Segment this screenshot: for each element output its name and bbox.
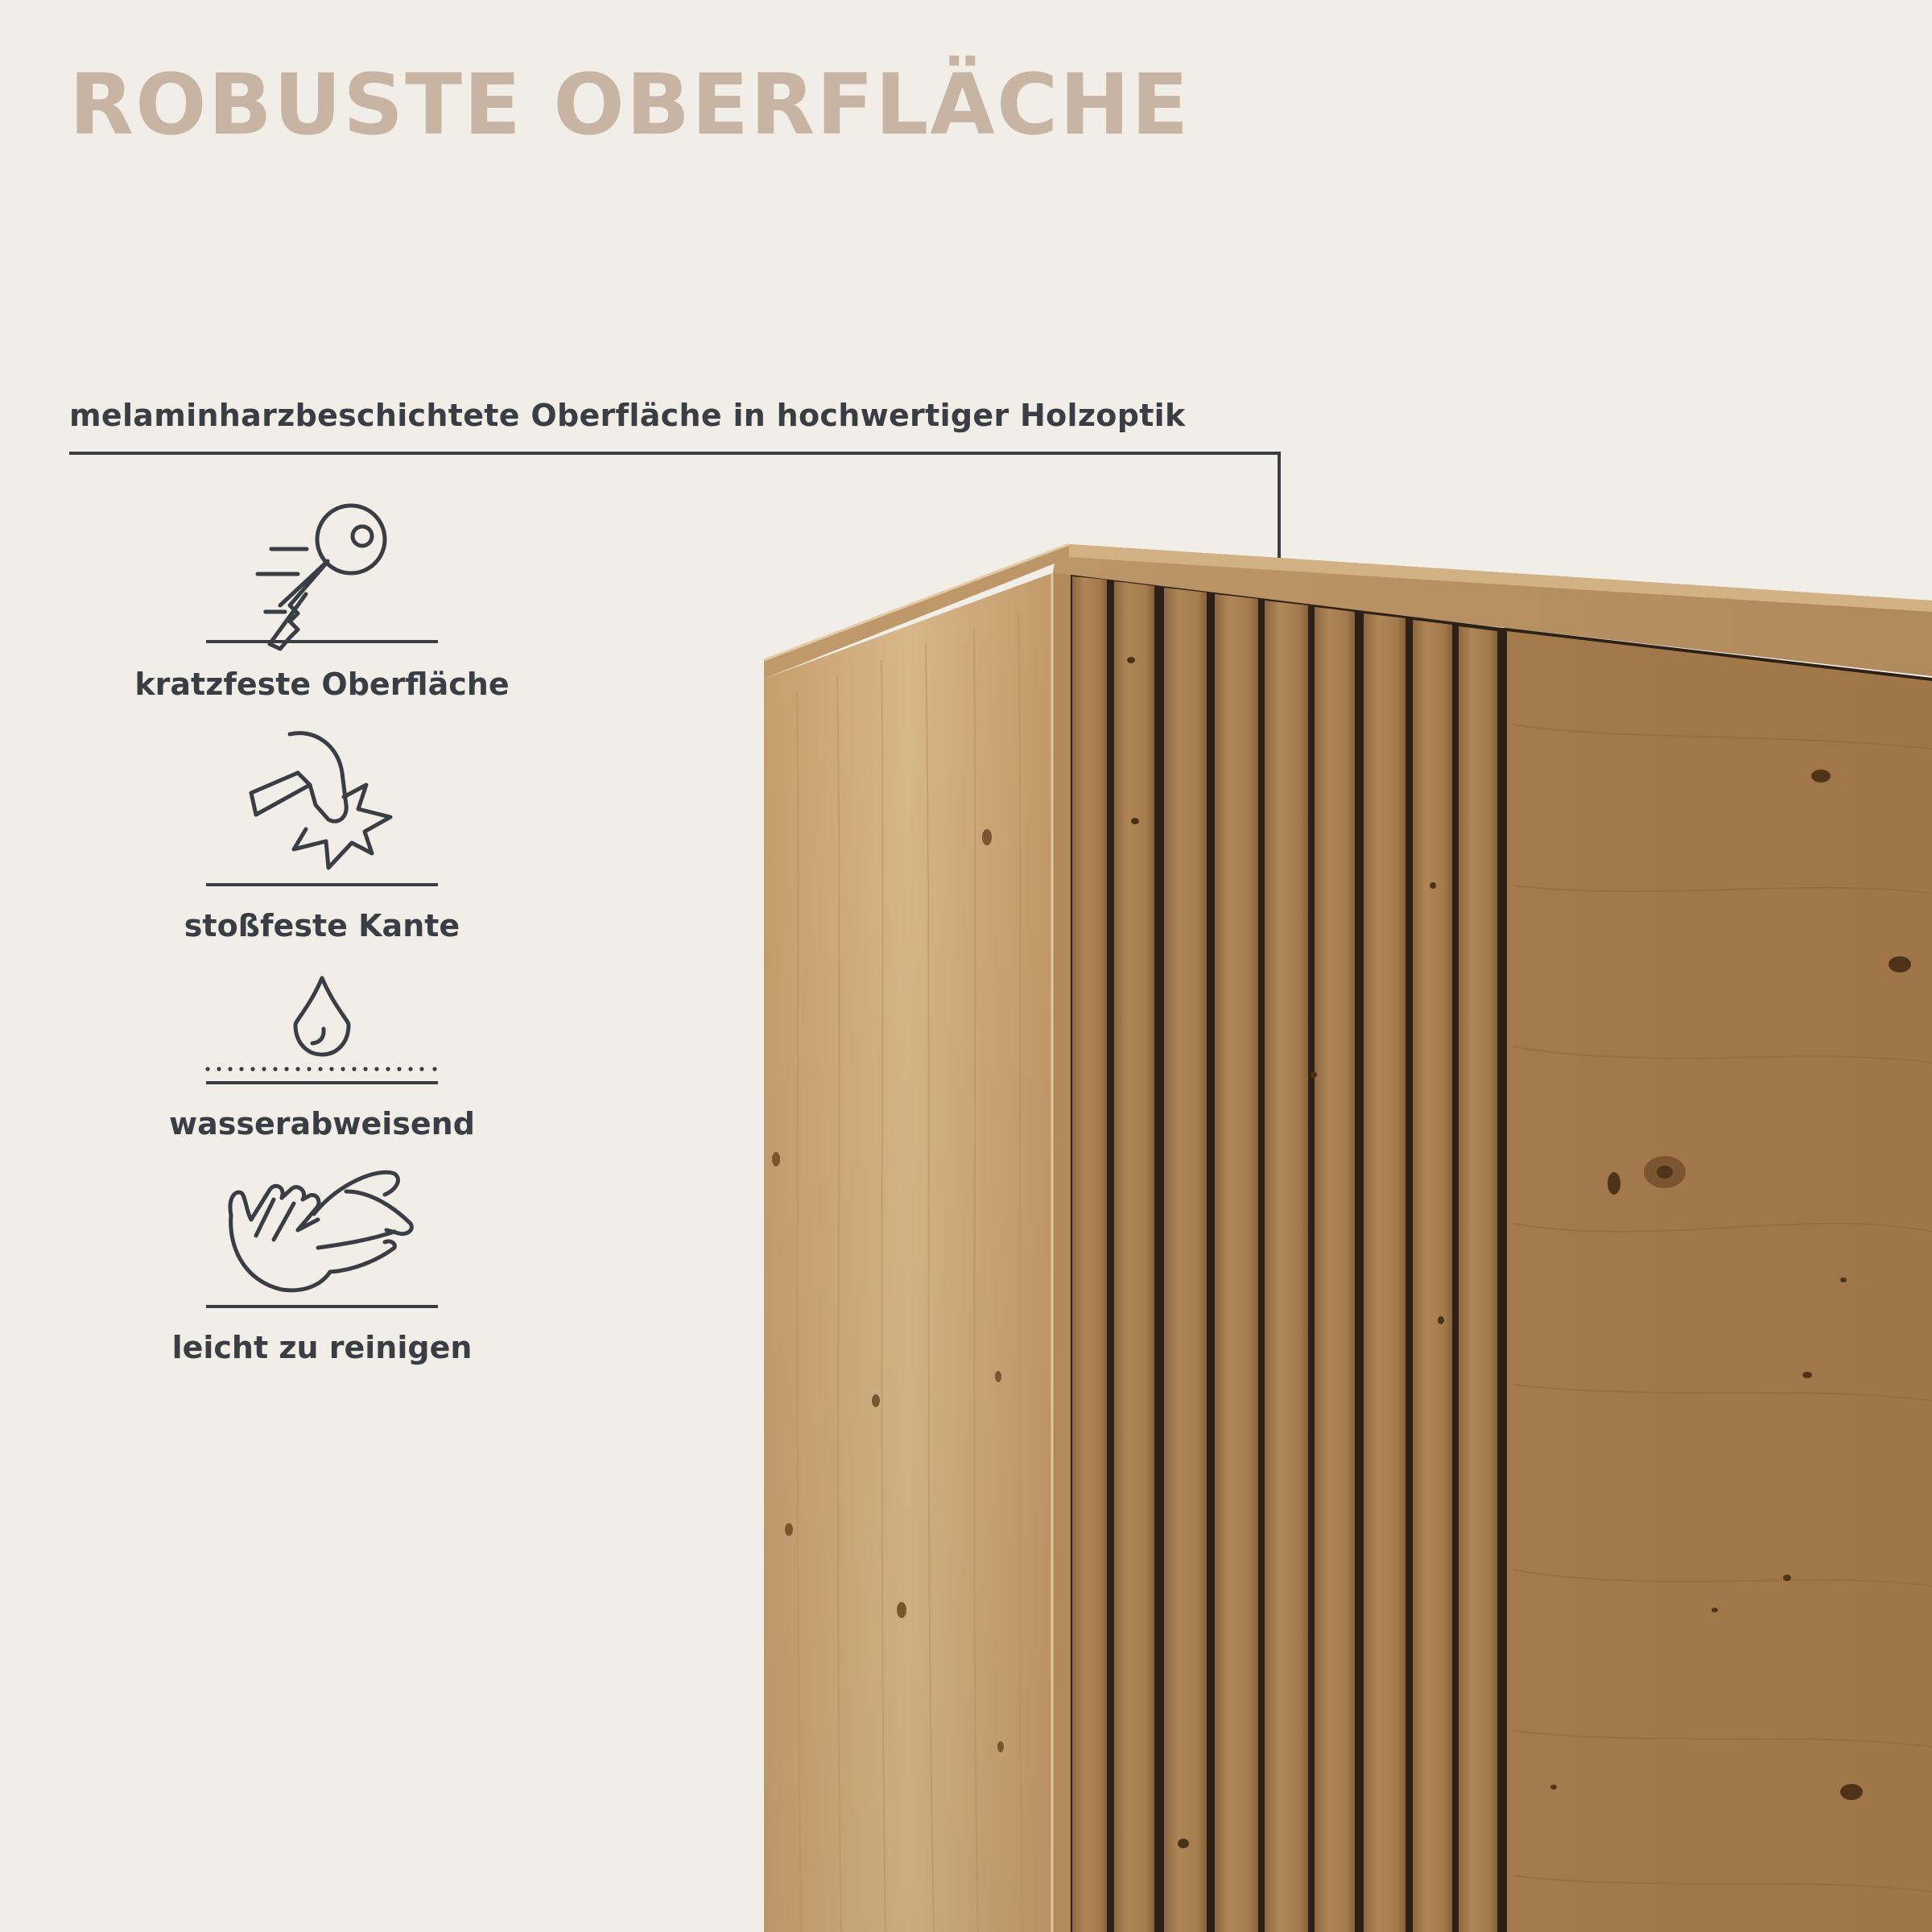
feature-label-scratch: kratzfeste Oberfläche (134, 667, 510, 702)
subtitle: melaminharzbeschichtete Oberfläche in hochwertiger Holzoptik (69, 398, 1186, 433)
wardrobe-cabinet (764, 544, 1932, 1932)
slat-group (1072, 576, 1497, 1932)
feature-label-water: wasserabweisend (169, 1106, 475, 1141)
page-title: ROBUSTE OBERFLÄCHE (69, 56, 1191, 154)
water-drop-icon (295, 978, 349, 1055)
water-dots (205, 1067, 436, 1071)
feature-label-impact: stoßfeste Kante (184, 908, 460, 943)
key-scratch-icon (258, 506, 385, 649)
hand-cloth-icon (230, 1172, 411, 1290)
hammer-impact-icon (251, 733, 390, 868)
feature-label-clean: leicht zu reinigen (171, 1330, 473, 1365)
